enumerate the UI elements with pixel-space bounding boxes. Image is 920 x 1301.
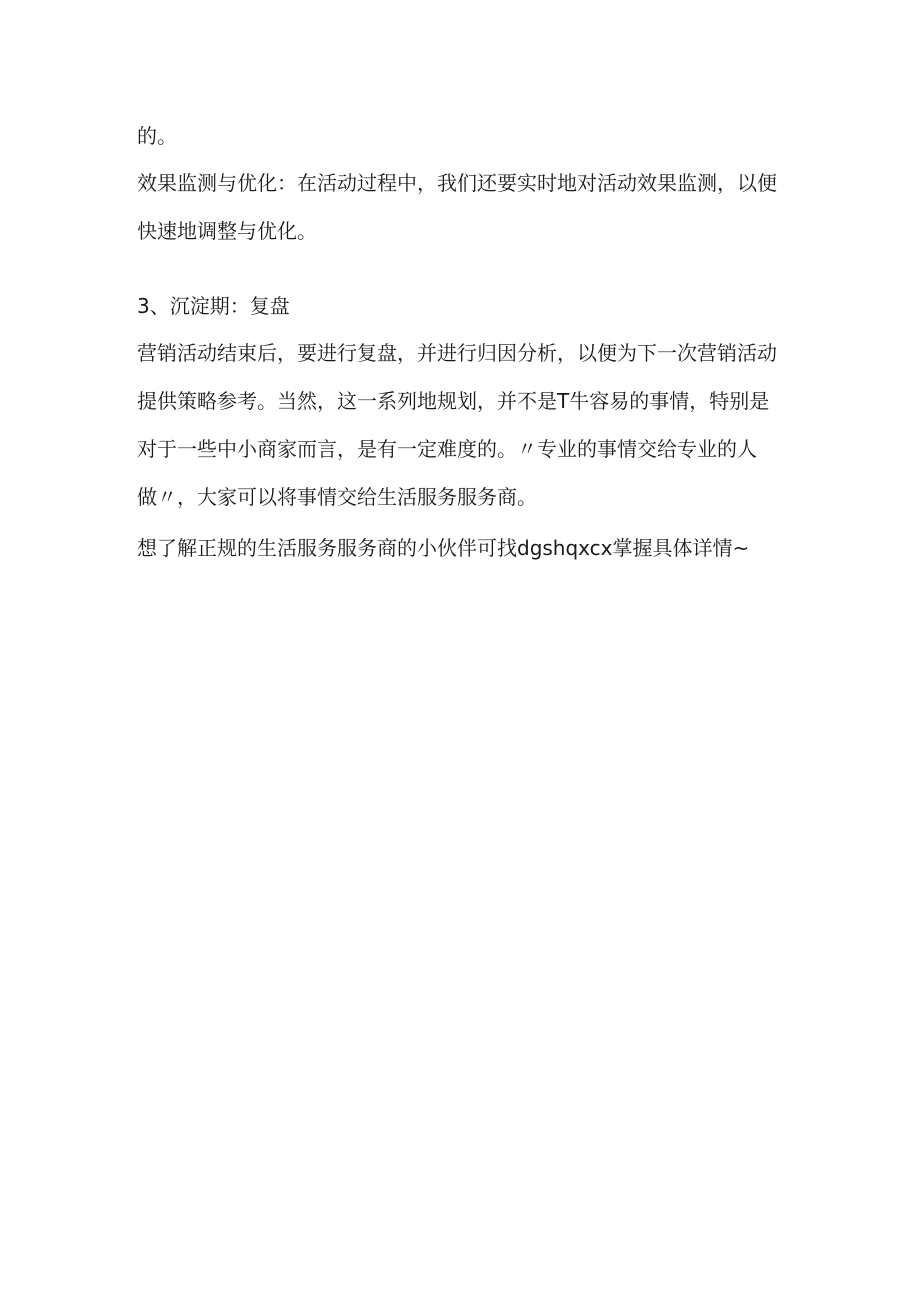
paragraph-contact: 想了解正规的生活服务服务商的小伙伴可找dgshqxcx掌握具体详情~ <box>137 536 750 560</box>
paragraph-line: 的。 <box>137 124 177 148</box>
paragraph-line: 营销活动结束后，要进行复盘，并进行归因分析，以便为下一次营销活动 <box>137 341 777 365</box>
paragraph-review <box>137 338 797 530</box>
paragraph-line: 提供策略参考。当然，这一系列地规划，并不是T牛容易的事情，特别是 <box>137 389 770 413</box>
paragraph-line: 快速地调整与优化。 <box>137 219 317 243</box>
paragraph-line: 做〃，大家可以将事情交给生活服务服务商。 <box>137 485 537 509</box>
paragraph-line: 对于一些中小商家而言，是有一定难度的。〃专业的事情交给专业的人 <box>137 437 757 461</box>
paragraph-effect-monitoring <box>137 168 797 264</box>
section-heading: 3、沉淀期：复盘 <box>137 294 290 318</box>
paragraph-line: 效果监测与优化：在活动过程中，我们还要实时地对活动效果监测，以便 <box>137 171 777 195</box>
